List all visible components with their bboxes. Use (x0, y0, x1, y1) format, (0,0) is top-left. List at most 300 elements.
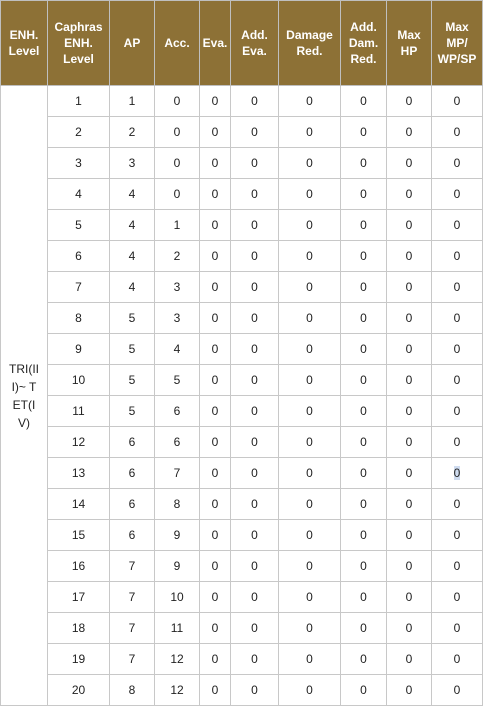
add-evasion-cell (231, 272, 279, 303)
cell-value: 4 (75, 187, 82, 201)
max-hp-cell (387, 241, 432, 272)
max-mp-wp-sp-cell (432, 179, 483, 210)
damage-reduction-cell (279, 334, 341, 365)
cell-value: 0 (173, 156, 181, 170)
evasion-cell (200, 427, 231, 458)
cell-value: 9 (173, 528, 181, 542)
cell-value: 7 (128, 621, 136, 635)
cell-value: 0 (453, 621, 461, 635)
cell-value: 7 (128, 652, 136, 666)
table-row (1, 582, 483, 613)
cell-value: 6 (173, 435, 181, 449)
add-damage-reduction-cell (341, 675, 387, 706)
table-row (1, 148, 483, 179)
damage-reduction-cell (279, 365, 341, 396)
cell-value: 0 (453, 94, 461, 108)
cell-value: 0 (360, 373, 367, 387)
caphras-level-cell (48, 334, 110, 365)
table-row (1, 613, 483, 644)
cell-value: 0 (306, 125, 313, 139)
max-mp-wp-sp-cell (432, 334, 483, 365)
table-row (1, 489, 483, 520)
cell-value: 1 (128, 94, 136, 108)
add-evasion-cell (231, 396, 279, 427)
ap-cell (110, 334, 155, 365)
evasion-cell (200, 458, 231, 489)
table-row (1, 272, 483, 303)
ap-cell (110, 148, 155, 179)
evasion-cell (200, 644, 231, 675)
cell-value: 0 (251, 94, 258, 108)
cell-value: 0 (306, 528, 313, 542)
cell-value: 3 (128, 156, 136, 170)
cell-value: 0 (405, 559, 413, 573)
add-damage-reduction-cell (341, 520, 387, 551)
add-damage-reduction-cell (341, 272, 387, 303)
header-row (1, 1, 483, 86)
max-mp-wp-sp-cell (432, 582, 483, 613)
accuracy-cell (155, 86, 200, 117)
caphras-level-cell (48, 489, 110, 520)
caphras-level-cell (48, 613, 110, 644)
max-hp-cell (387, 179, 432, 210)
cell-value: 5 (128, 342, 136, 356)
caphras-level-cell (48, 148, 110, 179)
cell-value: 0 (405, 311, 413, 325)
cell-value: 0 (173, 125, 181, 139)
accuracy-cell (155, 334, 200, 365)
cell-value: 0 (211, 94, 219, 108)
cell-value: 14 (71, 497, 86, 511)
ap-cell (110, 117, 155, 148)
cell-value: 0 (251, 652, 258, 666)
ap-cell (110, 396, 155, 427)
cell-value: 0 (306, 94, 313, 108)
cell-value: 0 (306, 435, 313, 449)
add-evasion-cell (231, 334, 279, 365)
cell-value: 0 (211, 187, 219, 201)
max-hp-cell (387, 551, 432, 582)
damage-reduction-cell (279, 210, 341, 241)
max-mp-wp-sp-cell (432, 117, 483, 148)
add-damage-reduction-cell (341, 179, 387, 210)
cell-value: 0 (211, 435, 219, 449)
cell-value: 0 (211, 156, 219, 170)
accuracy-cell (155, 365, 200, 396)
selected-cell-value: 0 (453, 466, 461, 480)
damage-reduction-cell (279, 551, 341, 582)
table-row (1, 675, 483, 706)
cell-value: 5 (128, 311, 136, 325)
ap-cell (110, 520, 155, 551)
cell-value: 0 (360, 683, 367, 697)
max-hp-cell (387, 148, 432, 179)
max-mp-wp-sp-cell (432, 86, 483, 117)
cell-value: 0 (405, 156, 413, 170)
max-mp-wp-sp-cell (432, 241, 483, 272)
cell-value: 0 (251, 404, 258, 418)
table-row (1, 644, 483, 675)
header-caphras-enh-level: Caphras ENH. Level (48, 1, 110, 86)
enh-level-cell (1, 86, 48, 706)
cell-value: 3 (173, 280, 181, 294)
cell-value: 2 (173, 249, 181, 263)
table-row (1, 365, 483, 396)
header-max-hp: Max HP (387, 1, 432, 86)
add-evasion-cell (231, 582, 279, 613)
cell-value: 0 (173, 94, 181, 108)
cell-value: 0 (405, 497, 413, 511)
cell-value: 0 (306, 218, 313, 232)
cell-value: 0 (211, 311, 219, 325)
add-damage-reduction-cell (341, 148, 387, 179)
damage-reduction-cell (279, 86, 341, 117)
max-hp-cell (387, 675, 432, 706)
table-row (1, 551, 483, 582)
add-damage-reduction-cell (341, 396, 387, 427)
accuracy-cell (155, 582, 200, 613)
table-body (1, 86, 483, 706)
table-row (1, 427, 483, 458)
table-row (1, 210, 483, 241)
caphras-level-cell (48, 303, 110, 334)
cell-value: 0 (251, 466, 258, 480)
add-damage-reduction-cell (341, 334, 387, 365)
damage-reduction-cell (279, 489, 341, 520)
max-mp-wp-sp-cell (432, 675, 483, 706)
caphras-level-cell (48, 675, 110, 706)
cell-value: 0 (405, 373, 413, 387)
damage-reduction-cell (279, 272, 341, 303)
add-damage-reduction-cell (341, 644, 387, 675)
accuracy-cell (155, 675, 200, 706)
max-hp-cell (387, 458, 432, 489)
cell-value: 0 (306, 621, 313, 635)
cell-value: 0 (211, 621, 219, 635)
max-hp-cell (387, 582, 432, 613)
caphras-level-cell (48, 582, 110, 613)
cell-value: 0 (453, 156, 461, 170)
cell-value: 0 (453, 125, 461, 139)
max-hp-cell (387, 520, 432, 551)
add-evasion-cell (231, 427, 279, 458)
add-evasion-cell (231, 86, 279, 117)
ap-cell (110, 458, 155, 489)
max-hp-cell (387, 427, 432, 458)
cell-value: 0 (405, 621, 413, 635)
cell-value: 0 (453, 187, 461, 201)
add-damage-reduction-cell (341, 117, 387, 148)
cell-value: 0 (306, 280, 313, 294)
accuracy-cell (155, 489, 200, 520)
cell-value: 0 (251, 249, 258, 263)
accuracy-cell (155, 458, 200, 489)
table-row (1, 520, 483, 551)
max-hp-cell (387, 489, 432, 520)
damage-reduction-cell (279, 613, 341, 644)
damage-reduction-cell (279, 675, 341, 706)
ap-cell (110, 489, 155, 520)
table-row (1, 86, 483, 117)
max-hp-cell (387, 396, 432, 427)
damage-reduction-cell (279, 179, 341, 210)
max-mp-wp-sp-cell (432, 148, 483, 179)
cell-value: 0 (405, 249, 413, 263)
header-accuracy: Acc. (155, 1, 200, 86)
cell-value: 0 (405, 218, 413, 232)
max-mp-wp-sp-cell (432, 520, 483, 551)
cell-value: 6 (128, 497, 136, 511)
cell-value: 0 (405, 652, 413, 666)
cell-value: 5 (173, 373, 181, 387)
caphras-level-cell (48, 210, 110, 241)
cell-value: 8 (173, 497, 181, 511)
cell-value: 0 (211, 342, 219, 356)
max-hp-cell (387, 117, 432, 148)
cell-value: 0 (453, 683, 461, 697)
add-evasion-cell (231, 551, 279, 582)
cell-value: 0 (360, 466, 367, 480)
cell-value: 0 (360, 652, 367, 666)
cell-value: 4 (173, 342, 181, 356)
cell-value: 0 (405, 466, 413, 480)
cell-value: 0 (360, 94, 367, 108)
cell-value: 0 (360, 187, 367, 201)
cell-value: 6 (128, 466, 136, 480)
caphras-level-cell (48, 427, 110, 458)
damage-reduction-cell (279, 241, 341, 272)
evasion-cell (200, 675, 231, 706)
accuracy-cell (155, 644, 200, 675)
cell-value: 0 (453, 249, 461, 263)
table-row (1, 241, 483, 272)
cell-value: 2 (128, 125, 136, 139)
add-damage-reduction-cell (341, 427, 387, 458)
damage-reduction-cell (279, 303, 341, 334)
ap-cell (110, 551, 155, 582)
max-hp-cell (387, 613, 432, 644)
max-mp-wp-sp-cell (432, 489, 483, 520)
damage-reduction-cell (279, 582, 341, 613)
caphras-level-cell (48, 86, 110, 117)
cell-value: 7 (75, 280, 82, 294)
add-evasion-cell (231, 613, 279, 644)
cell-value: 0 (453, 497, 461, 511)
ap-cell (110, 675, 155, 706)
add-evasion-cell (231, 241, 279, 272)
cell-value: 0 (360, 342, 367, 356)
evasion-cell (200, 613, 231, 644)
cell-value: 0 (306, 497, 313, 511)
damage-reduction-cell (279, 520, 341, 551)
max-mp-wp-sp-cell (432, 458, 483, 489)
cell-value: 7 (173, 466, 181, 480)
table-row (1, 396, 483, 427)
accuracy-cell (155, 427, 200, 458)
table-row (1, 334, 483, 365)
cell-value: 5 (128, 373, 136, 387)
cell-value: 13 (71, 466, 86, 480)
max-mp-wp-sp-cell (432, 644, 483, 675)
header-max-mp-wp-sp: Max MP/ WP/SP (432, 1, 483, 86)
evasion-cell (200, 210, 231, 241)
cell-value: 0 (306, 683, 313, 697)
add-damage-reduction-cell (341, 303, 387, 334)
evasion-cell (200, 241, 231, 272)
cell-value: 0 (360, 621, 367, 635)
ap-cell (110, 365, 155, 396)
cell-value: 0 (306, 249, 313, 263)
cell-value: 0 (360, 404, 367, 418)
max-mp-wp-sp-cell (432, 551, 483, 582)
cell-value: 0 (251, 559, 258, 573)
cell-value: 0 (360, 497, 367, 511)
max-hp-cell (387, 644, 432, 675)
cell-value: 8 (75, 311, 82, 325)
max-mp-wp-sp-cell (432, 396, 483, 427)
caphras-level-cell (48, 520, 110, 551)
cell-value: 0 (360, 435, 367, 449)
cell-value: 0 (360, 590, 367, 604)
damage-reduction-cell (279, 396, 341, 427)
cell-value: 3 (75, 156, 82, 170)
cell-value: 0 (453, 435, 461, 449)
cell-value: 8 (128, 683, 136, 697)
cell-value: 0 (251, 280, 258, 294)
cell-value: 0 (405, 280, 413, 294)
accuracy-cell (155, 613, 200, 644)
max-mp-wp-sp-cell (432, 303, 483, 334)
add-damage-reduction-cell (341, 489, 387, 520)
max-hp-cell (387, 334, 432, 365)
cell-value: 11 (72, 404, 85, 418)
ap-cell (110, 272, 155, 303)
header-add-evasion: Add. Eva. (231, 1, 279, 86)
cell-value: 0 (306, 404, 313, 418)
ap-cell (110, 86, 155, 117)
evasion-cell (200, 272, 231, 303)
table-row (1, 303, 483, 334)
accuracy-cell (155, 241, 200, 272)
cell-value: 12 (170, 683, 184, 697)
evasion-cell (200, 582, 231, 613)
cell-value: 3 (173, 311, 181, 325)
header-add-damage-reduction: Add. Dam. Red. (341, 1, 387, 86)
cell-value: 16 (71, 559, 86, 573)
cell-value: 0 (251, 156, 258, 170)
cell-value: 0 (211, 218, 219, 232)
cell-value: 0 (453, 280, 461, 294)
enh-level-text: TRI(II I)~ TET(I V) (9, 361, 39, 430)
cell-value: 0 (211, 497, 219, 511)
cell-value: 0 (211, 466, 219, 480)
max-hp-cell (387, 86, 432, 117)
add-evasion-cell (231, 117, 279, 148)
ap-cell (110, 303, 155, 334)
cell-value: 6 (173, 404, 181, 418)
cell-value: 1 (75, 94, 82, 108)
cell-value: 0 (360, 311, 367, 325)
cell-value: 12 (170, 652, 184, 666)
cell-value: 0 (306, 187, 313, 201)
table-row (1, 179, 483, 210)
cell-value: 0 (251, 528, 258, 542)
accuracy-cell (155, 210, 200, 241)
cell-value: 0 (360, 156, 367, 170)
cell-value: 0 (405, 94, 413, 108)
cell-value: 0 (453, 559, 461, 573)
cell-value: 18 (71, 621, 86, 635)
cell-value: 0 (453, 528, 461, 542)
cell-value: 0 (405, 342, 413, 356)
cell-value: 0 (211, 373, 219, 387)
damage-reduction-cell (279, 458, 341, 489)
cell-value: 0 (405, 683, 413, 697)
header-ap: AP (110, 1, 155, 86)
header-evasion: Eva. (200, 1, 231, 86)
cell-value: 0 (306, 156, 313, 170)
max-mp-wp-sp-cell (432, 427, 483, 458)
cell-value: 0 (306, 466, 313, 480)
cell-value: 0 (453, 342, 461, 356)
cell-value: 0 (306, 342, 313, 356)
cell-value: 15 (71, 528, 86, 542)
cell-value: 4 (128, 187, 136, 201)
ap-cell (110, 427, 155, 458)
add-damage-reduction-cell (341, 458, 387, 489)
cell-value: 4 (128, 249, 136, 263)
damage-reduction-cell (279, 148, 341, 179)
caphras-level-cell (48, 396, 110, 427)
add-evasion-cell (231, 303, 279, 334)
cell-value: 0 (360, 125, 367, 139)
ap-cell (110, 582, 155, 613)
damage-reduction-cell (279, 644, 341, 675)
max-hp-cell (387, 303, 432, 334)
max-hp-cell (387, 210, 432, 241)
cell-value: 0 (453, 373, 461, 387)
cell-value: 0 (306, 373, 313, 387)
cell-value: 11 (170, 621, 184, 635)
cell-value: 0 (251, 590, 258, 604)
cell-value: 0 (360, 559, 367, 573)
evasion-cell (200, 489, 231, 520)
cell-value: 9 (75, 342, 82, 356)
cell-value: 7 (128, 559, 136, 573)
accuracy-cell (155, 272, 200, 303)
add-damage-reduction-cell (341, 86, 387, 117)
accuracy-cell (155, 117, 200, 148)
cell-value: 19 (71, 652, 86, 666)
caphras-level-cell (48, 241, 110, 272)
add-evasion-cell (231, 675, 279, 706)
cell-value: 17 (71, 590, 86, 604)
evasion-cell (200, 365, 231, 396)
cell-value: 0 (251, 373, 258, 387)
cell-value: 6 (128, 528, 136, 542)
cell-value: 4 (128, 280, 136, 294)
max-mp-wp-sp-cell (432, 613, 483, 644)
caphras-level-cell (48, 644, 110, 675)
cell-value: 0 (211, 590, 219, 604)
cell-value: 0 (211, 652, 219, 666)
cell-value: 0 (251, 683, 258, 697)
add-evasion-cell (231, 179, 279, 210)
cell-value: 0 (251, 187, 258, 201)
damage-reduction-cell (279, 427, 341, 458)
table-row (1, 458, 483, 489)
max-mp-wp-sp-cell (432, 365, 483, 396)
